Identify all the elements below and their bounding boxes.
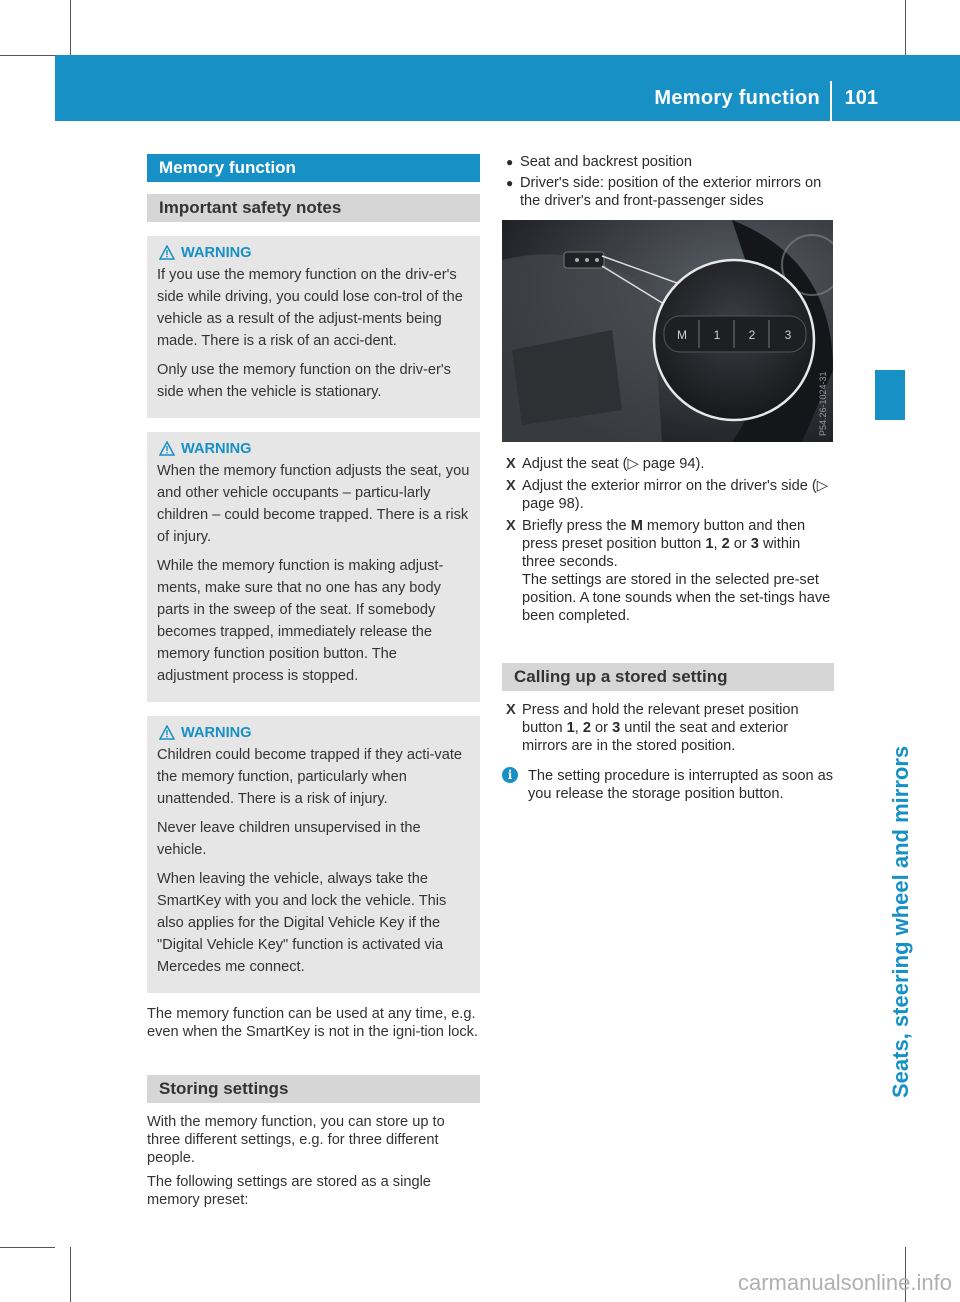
bullet-icon: ● bbox=[506, 155, 514, 169]
watermark: carmanualsonline.info bbox=[737, 1270, 952, 1295]
side-tab-marker bbox=[875, 370, 905, 420]
crop-mark bbox=[0, 55, 55, 56]
warning-box bbox=[147, 432, 480, 702]
warning-text: Never leave children unsupervised in the vehicle. bbox=[157, 820, 421, 858]
crop-mark bbox=[905, 0, 906, 55]
warning-heading bbox=[159, 438, 470, 460]
warning-text: While the memory function is making adjust-ments, make sure that no one has any body parts in the sweep of the seat. If somebody becomes trapped, immediately release the memory function position button. The adjustment process is stopped. bbox=[157, 558, 444, 684]
instruction-step: X Press and hold the relevant preset position button 1, 2 or 3 until the seat and exterior mirrors are in the stored position. bbox=[506, 702, 799, 754]
warning-text: Only use the memory function on the driv-er's side when the vehicle is stationary. bbox=[157, 362, 451, 400]
info-icon: i bbox=[502, 767, 518, 783]
body-paragraph: The following settings are stored as a single memory preset: bbox=[147, 1174, 431, 1208]
subsection-title: Calling up a stored setting bbox=[502, 663, 834, 691]
instruction-step: X Adjust the exterior mirror on the driver's side (▷ page 98). bbox=[506, 478, 828, 512]
crop-mark bbox=[70, 1247, 71, 1302]
warning-box bbox=[147, 236, 480, 418]
page-header bbox=[55, 55, 960, 121]
warning-text: Children could become trapped if they acti-vate the memory function, particularly when unattended. There is a risk of injury. bbox=[157, 747, 463, 807]
warning-text: When the memory function adjusts the seat, you and other vehicle occupants – particu-larly children – could become trapped. There is a risk of injury. bbox=[157, 463, 470, 545]
info-note bbox=[506, 767, 834, 803]
info-text: The setting procedure is interrupted as soon as you release the storage position button. bbox=[528, 768, 834, 802]
side-tab-label: Seats, steering wheel and mirrors bbox=[888, 745, 913, 1098]
left-column bbox=[147, 154, 480, 1215]
warning-text: When leaving the vehicle, always take the SmartKey with you and lock the vehicle. This also applies for the Digital Vehicle Key if the "Digital Vehicle Key" function is activated via Mercedes me connect. bbox=[157, 871, 447, 975]
step-marker-icon: X bbox=[506, 478, 516, 494]
memory-button-m: M bbox=[677, 328, 687, 342]
warning-label: WARNING bbox=[181, 725, 252, 741]
step-marker-icon: X bbox=[506, 456, 516, 472]
crop-mark bbox=[70, 0, 71, 55]
preset-button-1: 1 bbox=[713, 328, 721, 342]
header-title: Memory function bbox=[654, 87, 820, 109]
warning-text: If you use the memory function on the driv-er's side while driving, you could lose con-trol of the vehicle as a result of the adjust-ments being made. There is a risk of an acci-dent. bbox=[157, 267, 463, 349]
preset-button-2: 2 bbox=[748, 328, 756, 342]
subsection-title: Storing settings bbox=[147, 1075, 480, 1103]
list-item: ● Seat and backrest position bbox=[506, 154, 692, 170]
warning-label: WARNING bbox=[181, 245, 252, 261]
warning-heading bbox=[159, 242, 470, 264]
preset-button-3: 3 bbox=[784, 328, 792, 342]
warning-label: WARNING bbox=[181, 441, 252, 457]
warning-triangle-icon bbox=[159, 245, 175, 260]
right-column-top bbox=[506, 153, 834, 213]
step-marker-icon: X bbox=[506, 702, 516, 718]
body-paragraph: With the memory function, you can store up to three different settings, e.g. for three different people. bbox=[147, 1114, 445, 1166]
bullet-icon: ● bbox=[506, 176, 514, 190]
figure-code: P54.26-1024-31 bbox=[818, 371, 828, 436]
instruction-step: X Adjust the seat (▷ page 94). bbox=[506, 456, 705, 472]
crop-mark bbox=[0, 1247, 55, 1248]
instruction-step: X Briefly press the M memory button and then press preset position button 1, 2 or 3 within three seconds. The settings are stored in the selected pre-set position. A tone sounds when the set-tings have been completed. bbox=[506, 518, 831, 624]
warning-triangle-icon bbox=[159, 441, 175, 456]
warning-box bbox=[147, 716, 480, 993]
list-item: ● Driver's side: position of the exterior mirrors on the driver's and front-passenger sides bbox=[506, 175, 822, 209]
step-marker-icon: X bbox=[506, 518, 516, 534]
memory-buttons-figure bbox=[502, 220, 833, 442]
door-panel-illustration bbox=[502, 220, 833, 442]
page-number: 101 bbox=[844, 87, 878, 109]
warning-triangle-icon bbox=[159, 725, 175, 740]
right-column-steps bbox=[506, 455, 834, 803]
subsection-title: Important safety notes bbox=[147, 194, 480, 222]
header-divider bbox=[830, 81, 832, 121]
warning-heading bbox=[159, 722, 470, 744]
body-paragraph: The memory function can be used at any time, e.g. even when the SmartKey is not in the igni-tion lock. bbox=[147, 1006, 478, 1040]
section-title: Memory function bbox=[147, 154, 480, 182]
